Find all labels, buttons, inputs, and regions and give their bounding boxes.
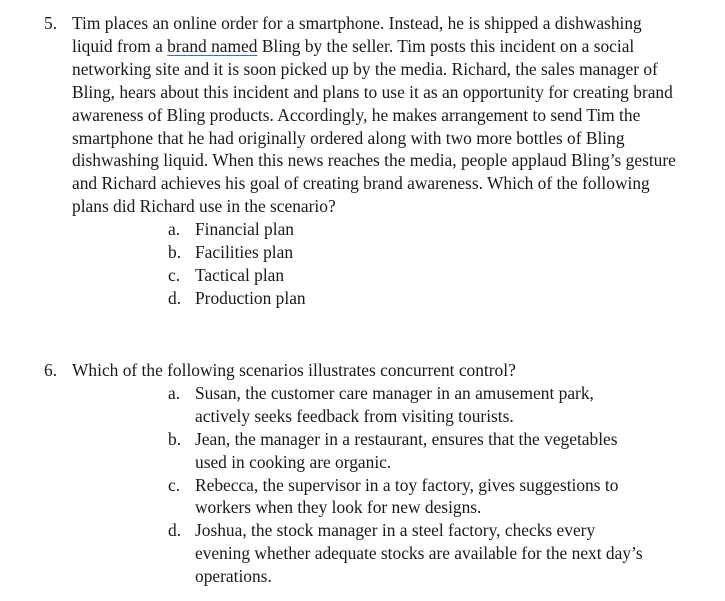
question-text-part-2: Bling by the seller. Tim posts this incident on a social networking site and it is soon picked up by the media. Richard, the sales manager of Bling, hears about this incident and plans to use it as an opportunity for creating brand awareness of Bling products. Accordingly, he makes arrangement to send Tim the smartphone that he had originally ordered along with two more bottles of Bling dishwashing liquid. When this news reaches the media, people applaud Bling’s gesture and Richard achieves his goal of creating brand awareness. Which of the following plans did Richard use in the scenario? xyxy=(72,35,676,217)
spellcheck-underlined-phrase: brand named xyxy=(167,35,258,56)
option-letter: c. xyxy=(168,474,181,495)
option-text: Susan, the customer care manager in an amusement park, actively seeks feedback from visiting tourists. xyxy=(195,382,594,426)
option-text: Joshua, the stock manager in a steel factory, checks every evening whether adequate stocks are available for the next day’s operations. xyxy=(195,520,643,587)
option-c xyxy=(168,474,648,520)
option-b xyxy=(168,241,676,264)
option-text: Jean, the manager in a restaurant, ensures that the vegetables used in cooking are organic. xyxy=(195,428,618,472)
question-number: 6. xyxy=(44,360,58,380)
option-c xyxy=(168,264,676,287)
option-d xyxy=(168,287,676,310)
answer-options xyxy=(168,382,648,588)
option-b xyxy=(168,428,648,474)
option-text: Facilities plan xyxy=(195,242,294,263)
option-text: Tactical plan xyxy=(195,264,285,285)
option-letter: b. xyxy=(168,242,182,263)
option-letter: b. xyxy=(168,428,182,449)
option-d xyxy=(168,519,648,588)
option-letter: a. xyxy=(168,219,181,240)
option-a xyxy=(168,218,676,241)
option-letter: d. xyxy=(168,520,182,541)
question-stem xyxy=(44,12,676,218)
question-6 xyxy=(44,359,676,588)
question-text-part-1: Tim places an online order for a smartphone. Instead, he is shipped a dishwashing liquid from a xyxy=(72,13,642,56)
option-text: Financial plan xyxy=(195,219,295,240)
question-text: Which of the following scenarios illustrates concurrent control? xyxy=(72,360,516,380)
question-number: 5. xyxy=(44,13,58,33)
option-a xyxy=(168,382,648,428)
option-letter: c. xyxy=(168,264,181,285)
option-text: Production plan xyxy=(195,287,306,308)
question-5 xyxy=(44,12,676,310)
option-letter: a. xyxy=(168,382,181,403)
option-text: Rebecca, the supervisor in a toy factory, gives suggestions to workers when they look for new designs. xyxy=(195,474,619,518)
question-stem xyxy=(44,359,676,382)
answer-options xyxy=(168,218,676,310)
question-text xyxy=(72,12,676,218)
option-letter: d. xyxy=(168,287,182,308)
